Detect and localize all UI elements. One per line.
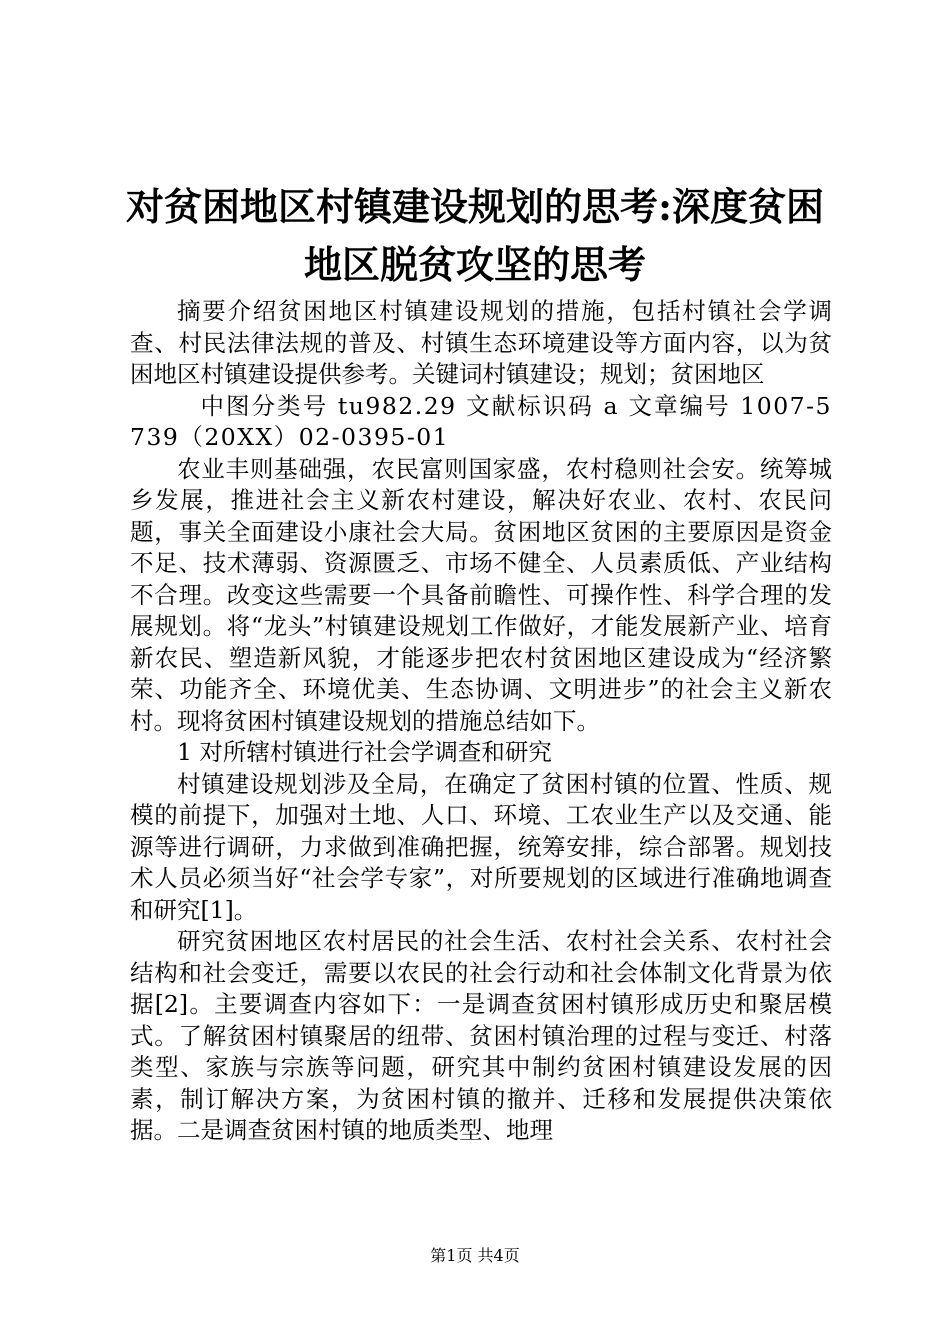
classification-paragraph: 中图分类号 tu982.29 文献标识码 a 文章编号 1007-5739（20XX）02-0395-01 <box>130 391 832 451</box>
body-paragraph: 村镇建设规划涉及全局，在确定了贫困村镇的位置、性质、规模的前提下，加强对土地、人口、环境、工农业生产以及交通、能源等进行调研，力求做到准确把握，统筹安排，综合部署。规划技术人员必须当好“社会学专家”，对所要规划的区域进行准确地调查和研究[1]。 <box>130 769 832 924</box>
section-heading: 1 对所辖村镇进行社会学调查和研究 <box>177 738 552 766</box>
document-body <box>130 296 832 1147</box>
document-title: 对贫困地区村镇建设规划的思考:深度贫困地区脱贫攻坚的思考 <box>125 184 825 287</box>
body-paragraph: 研究贫困地区农村居民的社会生活、农村社会关系、农村社会结构和社会变迁，需要以农民的社会行动和社会体制文化背景为依据[2]。主要调查内容如下：一是调查贫困村镇形成历史和聚居模式。了解贫困村镇聚居的纽带、贫困村镇治理的过程与变迁、村落类型、家族与宗族等问题，研究其中制约贫困村镇建设发展的因素，制订解决方案，为贫困村镇的撤并、迁移和发展提供决策依据。二是调查贫困村镇的地质类型、地理 <box>130 927 832 1144</box>
intro-paragraph: 农业丰则基础强，农民富则国家盛，农村稳则社会安。统筹城乡发展，推进社会主义新农村建设，解决好农业、农村、农民问题，事关全面建设小康社会大局。贫困地区贫困的主要原因是资金不足、技术薄弱、资源匮乏、市场不健全、人员素质低、产业结构不合理。改变这些需要一个具备前瞻性、可操作性、科学合理的发展规划。将“龙头”村镇建设规划工作做好，才能发展新产业、培育新农民、塑造新风貌，才能逐步把农村贫困地区建设成为“经济繁荣、功能齐全、环境优美、生态协调、文明进步”的社会主义新农村。现将贫困村镇建设规划的措施总结如下。 <box>130 454 832 735</box>
abstract-paragraph: 摘要介绍贫困地区村镇建设规划的措施，包括村镇社会学调查、村民法律法规的普及、村镇生态环境建设等方面内容，以为贫困地区村镇建设提供参考。关键词村镇建设；规划；贫困地区 <box>130 297 832 388</box>
page-footer: 第1页 共4页 <box>430 1246 520 1265</box>
